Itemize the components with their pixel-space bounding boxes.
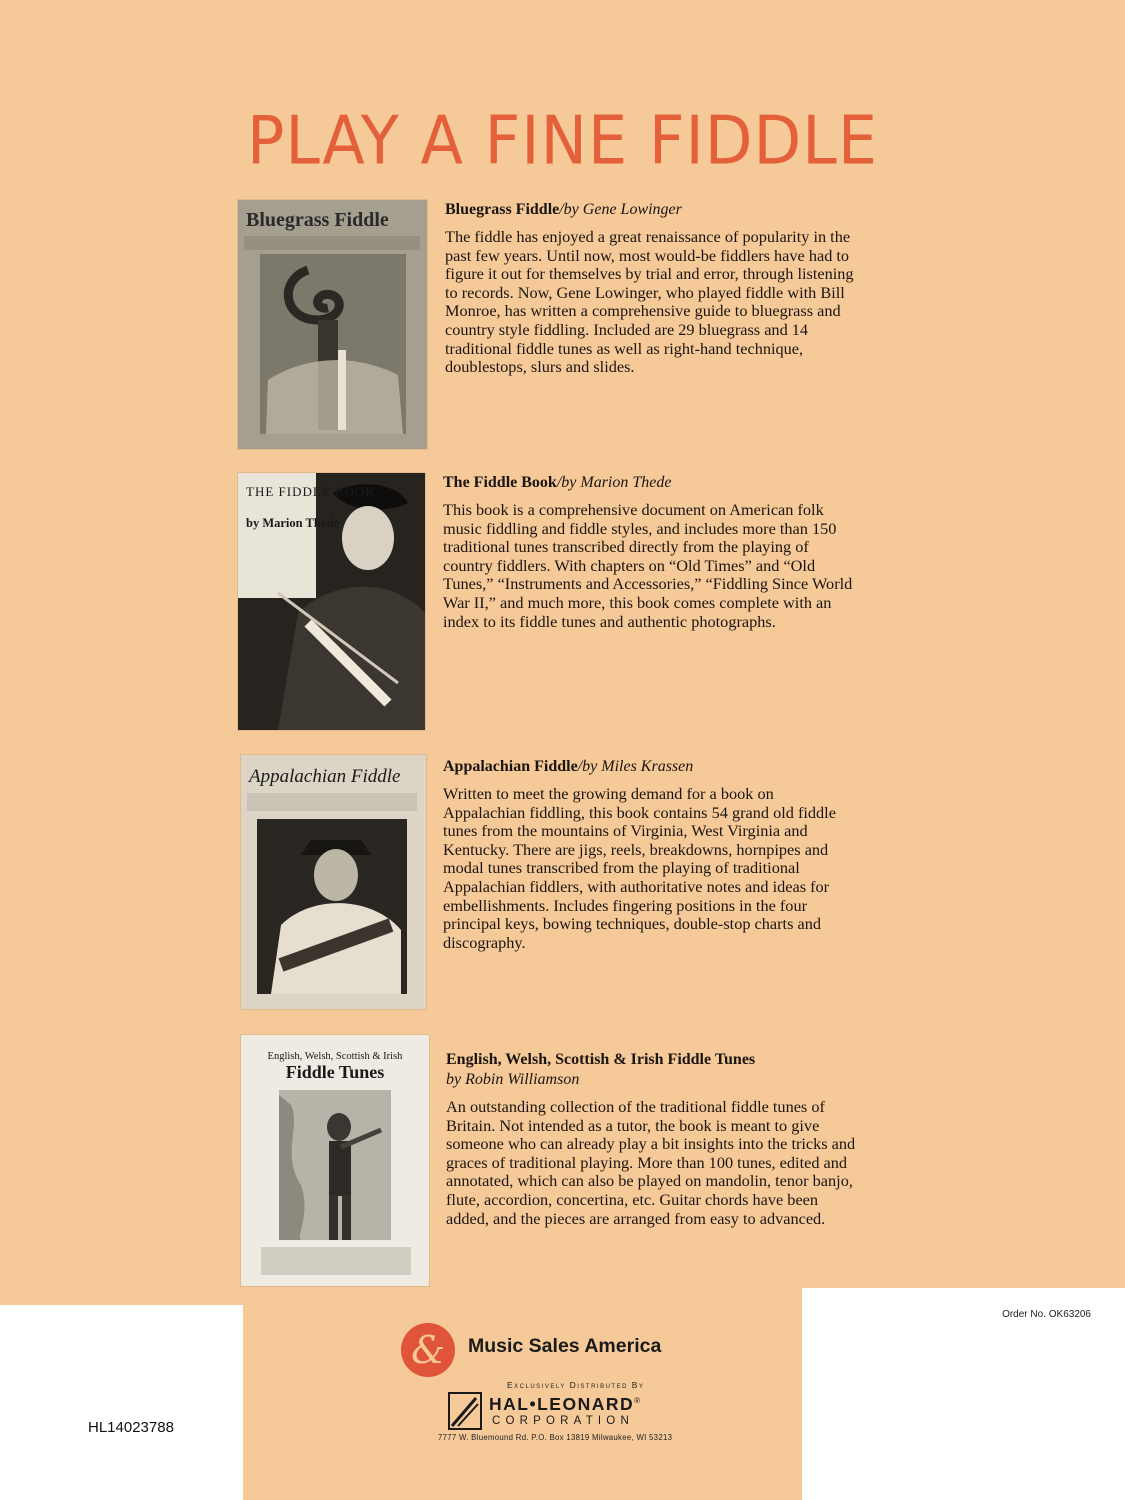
- book-title: The Fiddle Book: [443, 474, 557, 491]
- svg-text:&: &: [411, 1328, 445, 1372]
- book-heading: [445, 200, 855, 220]
- book-text: [443, 757, 853, 952]
- book-heading: [443, 757, 853, 777]
- distributor-name-text: HAL•LEONARD: [489, 1394, 635, 1414]
- book-author: /by Marion Thede: [556, 474, 672, 491]
- book-cover-image: [241, 755, 426, 1009]
- book-title: Bluegrass Fiddle: [445, 201, 560, 218]
- page-title: PLAY A FINE FIDDLE: [246, 100, 878, 180]
- book-text: [445, 200, 855, 377]
- cover-title: Fiddle Tunes: [285, 1062, 385, 1082]
- book-author: by Robin Williamson: [446, 1071, 580, 1088]
- distributed-by-label: Exclusively Distributed By: [507, 1380, 645, 1390]
- book-cover-image: [238, 200, 427, 449]
- book-cover-image: [241, 1035, 429, 1286]
- cover-title: THE FIDDLE BOOK: [246, 484, 376, 499]
- distributor-address: 7777 W. Bluemound Rd. P.O. Box 13819 Milwaukee, WI 53213: [438, 1433, 673, 1442]
- hal-leonard-logo-icon: [448, 1392, 482, 1430]
- book-description: This book is a comprehensive document on American folk music fiddling and fiddle styles, and includes more than 150 traditional tunes transcribed directly from the playing of country fiddlers. With chapters on “Old Times” and “Old Tunes,” “Instruments and Accessories,” “Fiddling Since World War II,” and much more, this book comes complete with an index to its fiddle tunes and authentic photographs.: [443, 500, 853, 631]
- book-description: An outstanding collection of the traditional fiddle tunes of Britain. Not intended as a tutor, the book is meant to give someone who can already play a bit insights into the tricks and graces of traditional playing. More than 100 tunes, edited and annotated, which can also be played on mandolin, tenor banjo, flute, accordion, concertina, etc. Guitar chords have been added, and the pieces are arranged from easy to advanced.: [446, 1097, 856, 1228]
- book-author: /by Miles Krassen: [577, 758, 694, 775]
- cover-subtitle: by Marion Thede: [246, 516, 339, 530]
- cover-title: Appalachian Fiddle: [249, 766, 401, 787]
- cover-title: Bluegrass Fiddle: [246, 209, 389, 231]
- book-heading: [446, 1050, 856, 1090]
- book-heading: [443, 473, 853, 493]
- book-text: [443, 473, 853, 631]
- distributor-corporation: CORPORATION: [492, 1415, 634, 1427]
- distributor-name: [489, 1394, 642, 1415]
- left-white-panel: [0, 1305, 243, 1500]
- book-description: The fiddle has enjoyed a great renaissance of popularity in the past few years. Until now, most would-be fiddlers have had to figure it out for themselves by trial and error, through listening to records. Now, Gene Lowinger, who played fiddle with Bill Monroe, has written a comprehensive guide to bluegrass and country style fiddling. Included are 29 bluegrass and 14 traditional fiddle tunes as well as right-hand technique, doublestops, slurs and slides.: [445, 227, 854, 377]
- book-author: /by Gene Lowinger: [559, 201, 682, 218]
- ampersand-logo-icon: [400, 1322, 456, 1378]
- hl-code: HL14023788: [88, 1419, 174, 1436]
- registered-mark: ®: [634, 1396, 642, 1406]
- cover-subtitle: English, Welsh, Scottish & Irish: [267, 1051, 403, 1062]
- book-cover-image: [238, 473, 425, 730]
- book-text: [446, 1050, 856, 1228]
- publisher-name: Music Sales America: [468, 1335, 662, 1357]
- book-title: English, Welsh, Scottish & Irish Fiddle Tunes: [446, 1051, 756, 1068]
- book-description: Written to meet the growing demand for a book on Appalachian fiddling, this book contains 54 grand old fiddle tunes from the mountains of Virginia, West Virginia and Kentucky. There are jigs, reels, breakdowns, hornpipes and modal tunes transcribed from the playing of traditional Appalachian fiddlers, with authoritative notes and ideas for embellishments. Includes fingering positions in the four principal keys, bowing techniques, double-stop charts and discography.: [443, 784, 836, 952]
- order-number: Order No. OK63206: [1002, 1309, 1091, 1320]
- book-title: Appalachian Fiddle: [443, 758, 578, 775]
